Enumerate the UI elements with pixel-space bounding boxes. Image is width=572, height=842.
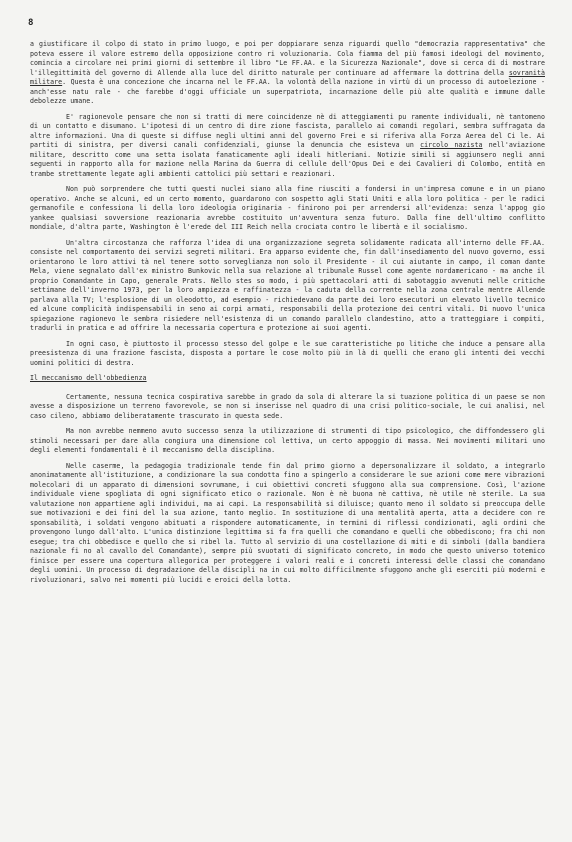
- body-text: [30, 40, 545, 591]
- page-number: 8: [28, 18, 34, 28]
- paragraph-2: E' ragionevole pensare che non si tratti di mere coincidenze nè di atteggiamenti pu ramente individuali, nè tantomeno di un contatto e disumano. L'ipotesi di un centro di dire zione fascista, parallelo ai comandi regolari, sembra suffragata da altre informazioni. Una di queste si diffuse negli ultimi anni del governo Frei e si riferiva alla Forza Aerea del Ci le. Ai partiti di sinistra, per diversi canali confidenziali, giunse la denuncia che esisteva un circolo nazista nell'aviazione militare, descritto come una setta isolata fanaticamente agli ideali hitleriani. Notizie simili si aggiunsero negli anni seguenti in rapporto alla for mazione nella Marina da Guerra di cellule dell'Opus Dei e dei Cavalieri di Colombo, entità en trambe strettamente legate agli ambienti cattolici più settari e reazionari.: [30, 112, 546, 178]
- paragraph-6: Certamente, nessuna tecnica cospirativa sarebbe in grado da sola di alterare la si tuazione politica di un paese se non avesse a disposizione un terreno favorevole, se non si inserisse nel quadro di una crisi politico-sociale, le cui analisi, nel caso cileno, abbiamo deliberatamente trascurato in questa sede.: [30, 392, 545, 420]
- section-heading: Il meccanismo dell'obbedienza: [30, 374, 147, 382]
- paragraph-7: Ma non avrebbe nemmeno avuto successo senza la utilizzazione di strumenti di tipo psicologico, che diffondessero gli stimoli necessari per dare alla congiura una dimensione col lettiva, un certo appoggio di massa. Nei movimenti militari uno degli elementi fondamentali è il meccanismo della disciplina.: [30, 427, 545, 454]
- paragraph-3: Non può sorprendere che tutti questi nuclei siano alla fine riusciti a fondersi in un'impresa comune e in un piano operativo. Anche se alcuni, ed un certo momento, guardarono con sospetto agli Stati Uniti e alla loro politica - per le radici germanofile e confessiona li della loro ideologia originaria - finirono poi per arrendersi all'evidenza: senza l'appog gio yankee qualsiasi sovversione reazionaria avrebbe costituito un'avventura senza futuro. Dalla fine dell'ultimo conflitto mondiale, d'altra parte, Washington è l'erede del III Reich nella crociata contro le libertà e il socialismo.: [30, 185, 545, 231]
- paragraph-8: Nelle caserme, la pedagogia tradizionale tende fin dal primo giorno a depersonalizzare il soldato, a integrarlo anonimatamente all'istituzione, a condizionare la sua condotta fino a spingerlo a considerare le sue azioni come mere vibrazioni molecolari di un apparato di dimensioni sovrumane, i cui obiettivi concreti sfuggono alla sua comprensione. Così, l'azione individuale viene spogliata di ogni significato etico o razionale. Non è nè buona nè cattiva, nè utile nè sterile. La sua valutazione non appartiene agli individui, ma ai capi. La responsabilità si diluisce; quanto meno il soldato si preoccupa delle sue motivazioni e dei fini del la sua azione, tanto meglio. In sostituzione di una mentalità aperta, atta a decidere con re sponsabilità, i soldati vengono abituati a rispondere automaticamente, in termini di riflessi condizionati, agli ordini che provengono lungo dall'alto. L'unica distinzione legittima si fa fra quelli che comandano e quelli che obbediscono; fra chi non esegue; tra chi obbedisce e quello che si ribel la. Tutto al servizio di una costellazione di miti e di simboli (dalla bandiera nazionale fi no al cavallo del Comandante), sempre più svuotati di significato concreto, in modo che questo universo totemico finisce per essere una copertura allegorica per proteggere i valori reali e i concreti interessi delle classi che comandano degli uomini. Un processo di degradazione della discipli na in cui molto difficilmente sfuggono anche gli eserciti più moderni e rivoluzionari, salvo nei momenti più lucidi e eroici della lotta.: [30, 461, 545, 584]
- paragraph-4: Un'altra circostanza che rafforza l'idea di una organizzazione segreta solidamente radicata all'interno delle FF.AA. consiste nel comportamento dei servizi segreti militari. Era apparso evidente che, fin dall'insediamento del nuovo governo, essi orientarono le loro attivi tà nel tenere sotto sorveglianza non solo il Presidente - il cui aiutante in campo, il coman dante Mela, viene segnalato dall'ex ministro Bunkovic nella sua relazione al tribunale Russel come agente nordamericano - ma anche il proprio Comandante in Capo, generale Prats. Nello stes so modo, i più spettacolari atti di sabotaggio avvenuti nelle critiche settimane dell'inverno 1973, per la loro ampiezza e raffinatezza - la caduta della corrente nella zona centrale mentre Allende parlava alla TV; l'esplosione di un oleodotto, ad esempio - richiedevano da parte dei loro esecutori un elevato livello tecnico ed alcune complicità indispensabili in seno ai corpi armati, responsabili della protezione dei centri vitali. Di nuovo l'unica spiegazione ragionevo le sembra risiedere nell'esistenza di un comando parallelo clandestino, atto a tratteggiare i compiti, tradurli in pratica e ad offrire la necessaria copertura e protezione ai suoi agenti.: [30, 238, 545, 332]
- paragraph-1: a giustificare il colpo di stato in primo luogo, e poi per doppiarare senza riguardi quello "democrazia rappresentativa" che poteva essere il valore estremo della opposizione contro ri voluzionaria. Cola fiamma del più famosi ideologi del movimento, comincia a circolare nei primi giorni di settembre il libro "Le FF.AA. e la Sicurezza Nazionale", dove si cerca di di mostrare l'illegittimità del governo di Allende alla luce del diritto naturale per continuare ad affermare la dottrina della sovranità militare. Questa è una concezione che incarna nel le FF.AA. la volontà della nazione in virtù di un processo di autoelezione - anch'esse natu rale - che farebbe d'oggi ufficiale un superpatriota, incarnazione delle più alte qualità e immune dalle debolezze umane.: [30, 40, 545, 105]
- underlined-term: sovranità militare: [30, 68, 545, 86]
- paragraph-5: In ogni caso, è piuttosto il processo stesso del golpe e le sue caratteristiche po litiche che induce a pensare alla preesistenza di una frazione fascista, disposta a portare le cose molto più in là di quelli che erano gli intenti dei vecchi uomini politici di destra.: [30, 339, 545, 367]
- underlined-term: circolo nazista: [420, 141, 483, 149]
